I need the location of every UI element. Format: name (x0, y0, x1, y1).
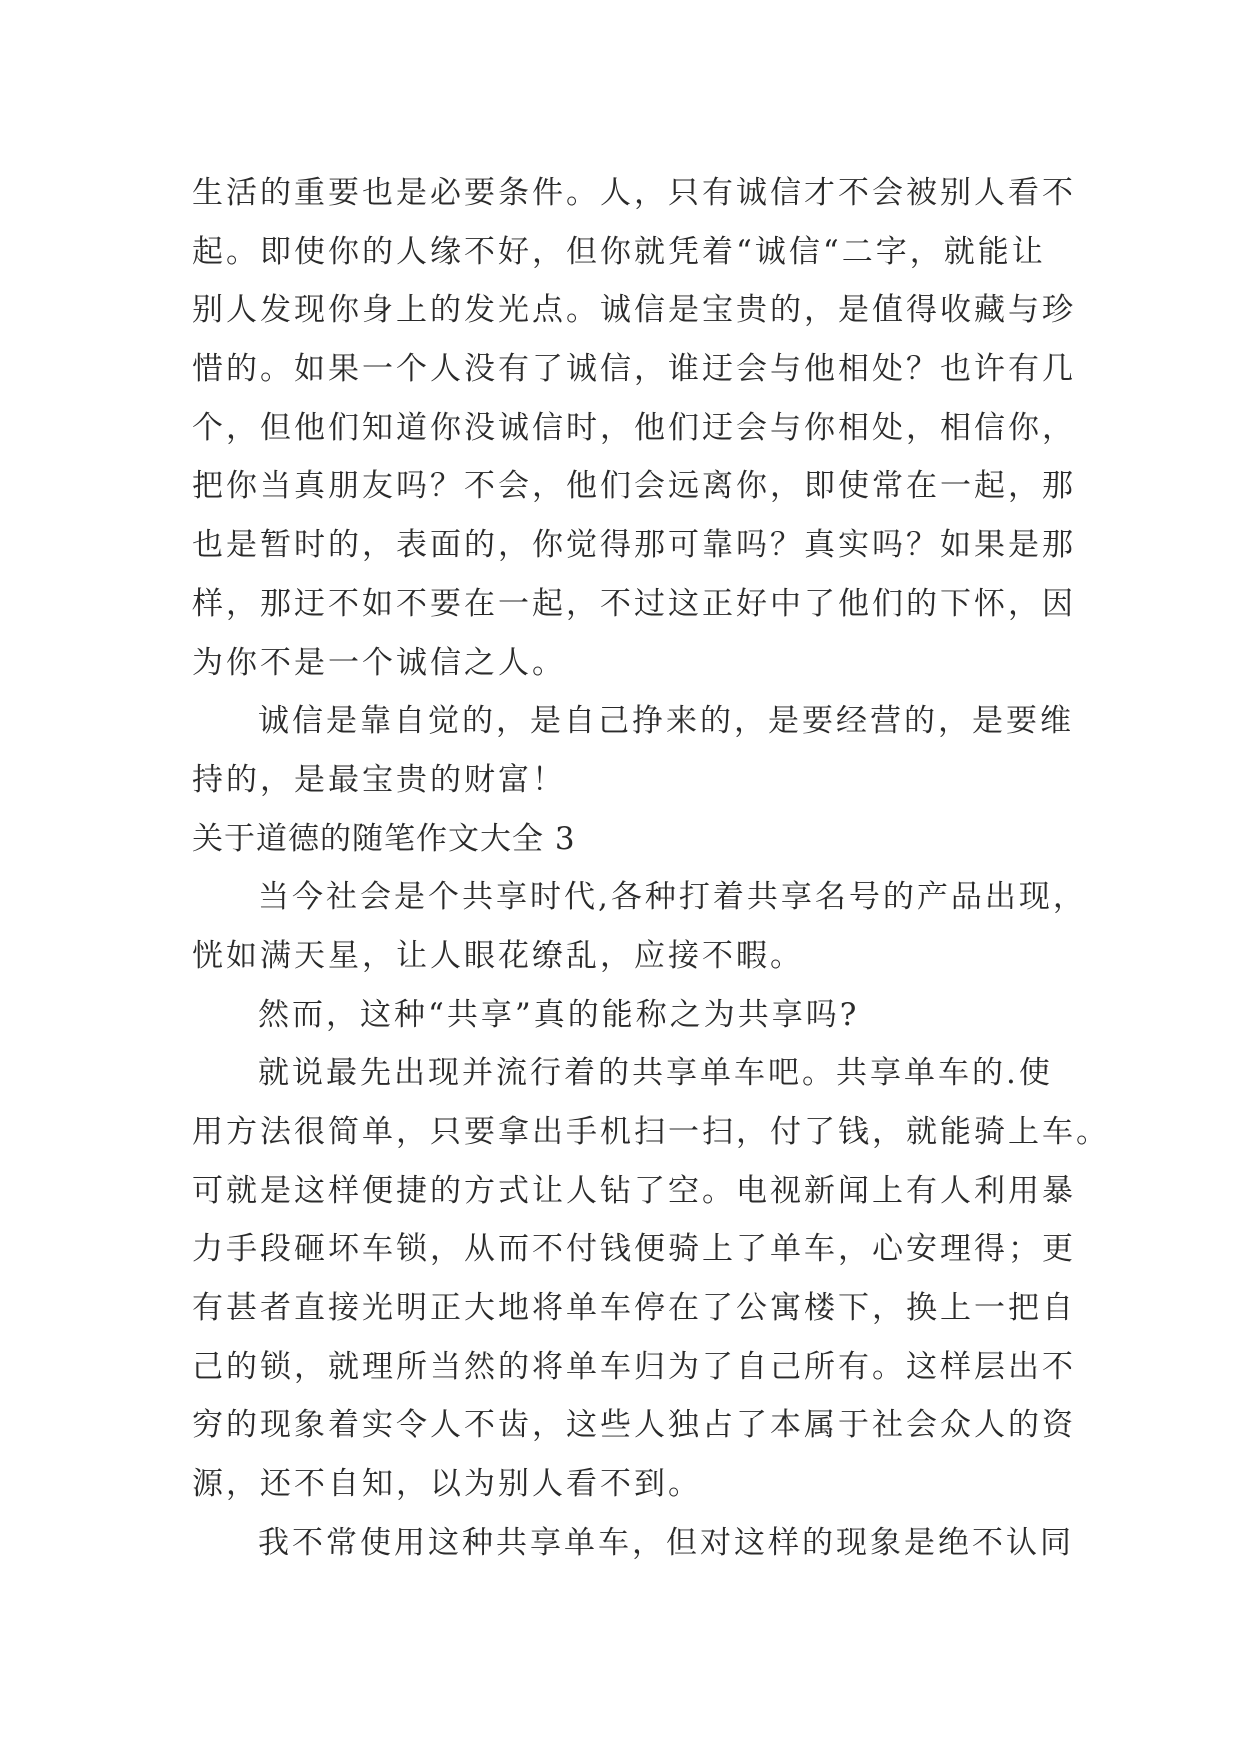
text-line: 生活的重要也是必要条件。人，只有诚信才不会被别人看不 (192, 175, 1076, 211)
text-line: 力手段砸坏车锁，从而不付钱便骑上了单车，心安理得；更 (192, 1231, 1076, 1268)
text-line: 己的锁，就理所当然的将单车归为了自己所有。这样层出不 (192, 1348, 1076, 1385)
text-line: 持的，是最宝贵的财富！ (192, 761, 566, 798)
text-line: 有甚者直接光明正大地将单车停在了公寓楼下，换上一把自 (192, 1290, 1076, 1327)
text-line: 也是暂时的，表面的，你觉得那可靠吗？真实吗？如果是那 (192, 527, 1076, 564)
paragraph-start-line: 我不常使用这种共享单车，但对这样的现象是绝不认同 (258, 1524, 1074, 1561)
paragraph-start-line: 诚信是靠自觉的，是自己挣来的，是要经营的，是要维 (258, 703, 1074, 740)
document-body (192, 164, 1110, 1573)
paragraph-start-line: 然而，这种“共享”真的能称之为共享吗? (258, 996, 860, 1033)
text-line: 起。即使你的人缘不好，但你就凭着“诚信“二字，就能让 (192, 233, 1046, 270)
text-line: 把你当真朋友吗？不会，他们会远离你，即使常在一起，那 (192, 468, 1076, 505)
text-line: 用方法很简单，只要拿出手机扫一扫，付了钱，就能骑上车。 (192, 1114, 1110, 1150)
text-line: 可就是这样便捷的方式让人钻了空。电视新闻上有人利用暴 (192, 1172, 1076, 1209)
text-line: 别人发现你身上的发光点。诚信是宝贵的，是值得收藏与珍 (192, 292, 1076, 329)
text-line: 惜的。如果一个人没有了诚信，谁迂会与他相处？也许有几 (192, 351, 1076, 388)
text-line: 样，那迂不如不要在一起，不过这正好中了他们的下怀，因 (192, 585, 1076, 622)
paragraph-start-line: 就说最先出现并流行着的共享单车吧。共享单车的.使 (258, 1055, 1053, 1092)
text-line: 源，还不自知，以为别人看不到。 (192, 1466, 702, 1503)
paragraph-start-line: 当今社会是个共享时代,各种打着共享名号的产品出现， (258, 879, 1087, 916)
text-line: 为你不是一个诚信之人。 (192, 644, 566, 681)
text-line: 个，但他们知道你没诚信时，他们迂会与你相处，相信你， (192, 409, 1076, 446)
text-line: 恍如满天星，让人眼花缭乱，应接不暇。 (192, 937, 804, 974)
section-heading: 关于道德的随笔作文大全 3 (192, 820, 576, 857)
text-line: 穷的现象着实令人不齿，这些人独占了本属于社会众人的资 (192, 1407, 1076, 1444)
